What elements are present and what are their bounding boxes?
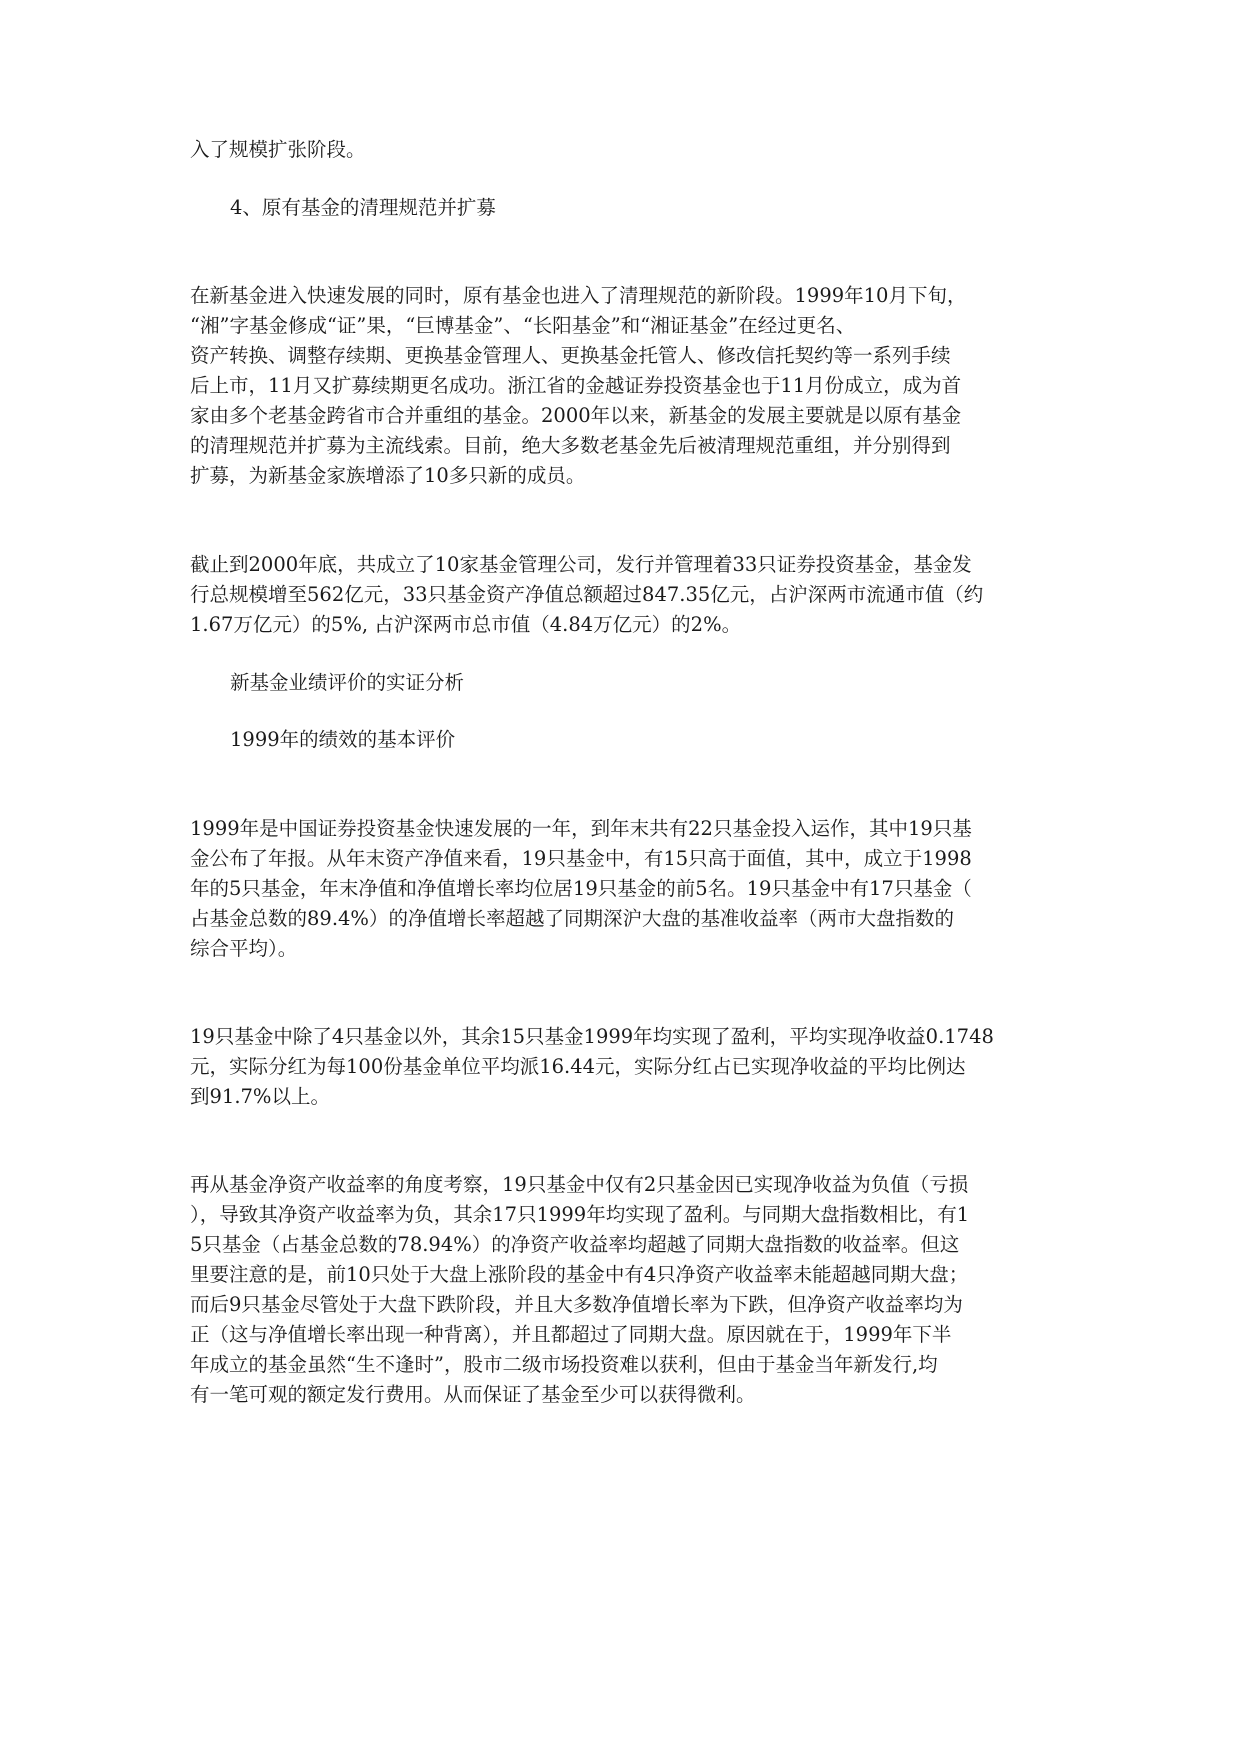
paragraph-line: 1.67万亿元）的5%, 占沪深两市总市值（4.84万亿元）的2%。: [190, 613, 742, 636]
subsection-heading: 1999年的绩效的基本评价: [230, 728, 456, 751]
paragraph-line: 年的5只基金，年末净值和净值增长率均位居19只基金的前5名。19只基金中有17只基金（: [190, 877, 972, 900]
paragraph-line: 19只基金中除了4只基金以外，其余15只基金1999年均实现了盈利，平均实现净收益0.1748: [190, 1025, 994, 1048]
paragraph-line: 入了规模扩张阶段。: [190, 138, 366, 161]
paragraph-line: 有一笔可观的额定发行费用。从而保证了基金至少可以获得微利。: [190, 1383, 756, 1406]
section-heading: 新基金业绩评价的实证分析: [230, 671, 465, 694]
paragraph-line: 正（这与净值增长率出现一种背离），并且都超过了同期大盘。原因就在于，1999年下半: [190, 1323, 952, 1346]
paragraph-line: 到91.7%以上。: [190, 1085, 330, 1108]
paragraph-line: 年成立的基金虽然“生不逢时”，股市二级市场投资难以获利，但由于基金当年新发行,均: [190, 1353, 938, 1376]
paragraph-line: “湘”字基金修成“证”果，“巨博基金”、“长阳基金”和“湘证基金”在经过更名、: [190, 314, 856, 337]
paragraph-line: 里要注意的是，前10只处于大盘上涨阶段的基金中有4只净资产收益率未能超越同期大盘；: [190, 1263, 969, 1286]
paragraph-line: 家由多个老基金跨省市合并重组的基金。2000年以来，新基金的发展主要就是以原有基金: [190, 404, 962, 427]
paragraph-line: 综合平均）。: [190, 937, 298, 960]
paragraph-line: 5只基金（占基金总数的78.94%）的净资产收益率均超越了同期大盘指数的收益率。但这: [190, 1233, 960, 1256]
paragraph-line: 占基金总数的89.4%）的净值增长率超越了同期深沪大盘的基准收益率（两市大盘指数的: [190, 907, 954, 930]
paragraph-line: 后上市，11月又扩募续期更名成功。浙江省的金越证券投资基金也于11月份成立，成为首: [190, 374, 962, 397]
section-heading: 4、原有基金的清理规范并扩募: [230, 196, 496, 219]
paragraph-line: 资产转换、调整存续期、更换基金管理人、更换基金托管人、修改信托契约等一系列手续: [190, 344, 951, 367]
paragraph-line: 1999年是中国证券投资基金快速发展的一年，到年末共有22只基金投入运作，其中19只基: [190, 817, 972, 840]
paragraph-line: 而后9只基金尽管处于大盘下跌阶段，并且大多数净值增长率为下跌，但净资产收益率均为: [190, 1293, 963, 1316]
paragraph-line: 在新基金进入快速发展的同时，原有基金也进入了清理规范的新阶段。1999年10月下旬，: [190, 284, 967, 307]
paragraph-line: 再从基金净资产收益率的角度考察，19只基金中仅有2只基金因已实现净收益为负值（亏损: [190, 1173, 969, 1196]
paragraph-line: 元，实际分红为每100份基金单位平均派16.44元，实际分红占已实现净收益的平均比例达: [190, 1055, 966, 1078]
paragraph-line: 的清理规范并扩募为主流线索。目前，绝大多数老基金先后被清理规范重组，并分别得到: [190, 434, 951, 457]
paragraph-line: 行总规模增至562亿元，33只基金资产净值总额超过847.35亿元，占沪深两市流通市值（约: [190, 583, 984, 606]
paragraph-line: 截止到2000年底，共成立了10家基金管理公司，发行并管理着33只证券投资基金，基金发: [190, 553, 972, 576]
paragraph-line: 扩募，为新基金家族增添了10多只新的成员。: [190, 464, 586, 487]
paragraph-line: 金公布了年报。从年末资产净值来看，19只基金中，有15只高于面值，其中，成立于1998: [190, 847, 972, 870]
paragraph-line: ），导致其净资产收益率为负，其余17只1999年均实现了盈利。与同期大盘指数相比，有1: [190, 1203, 970, 1226]
